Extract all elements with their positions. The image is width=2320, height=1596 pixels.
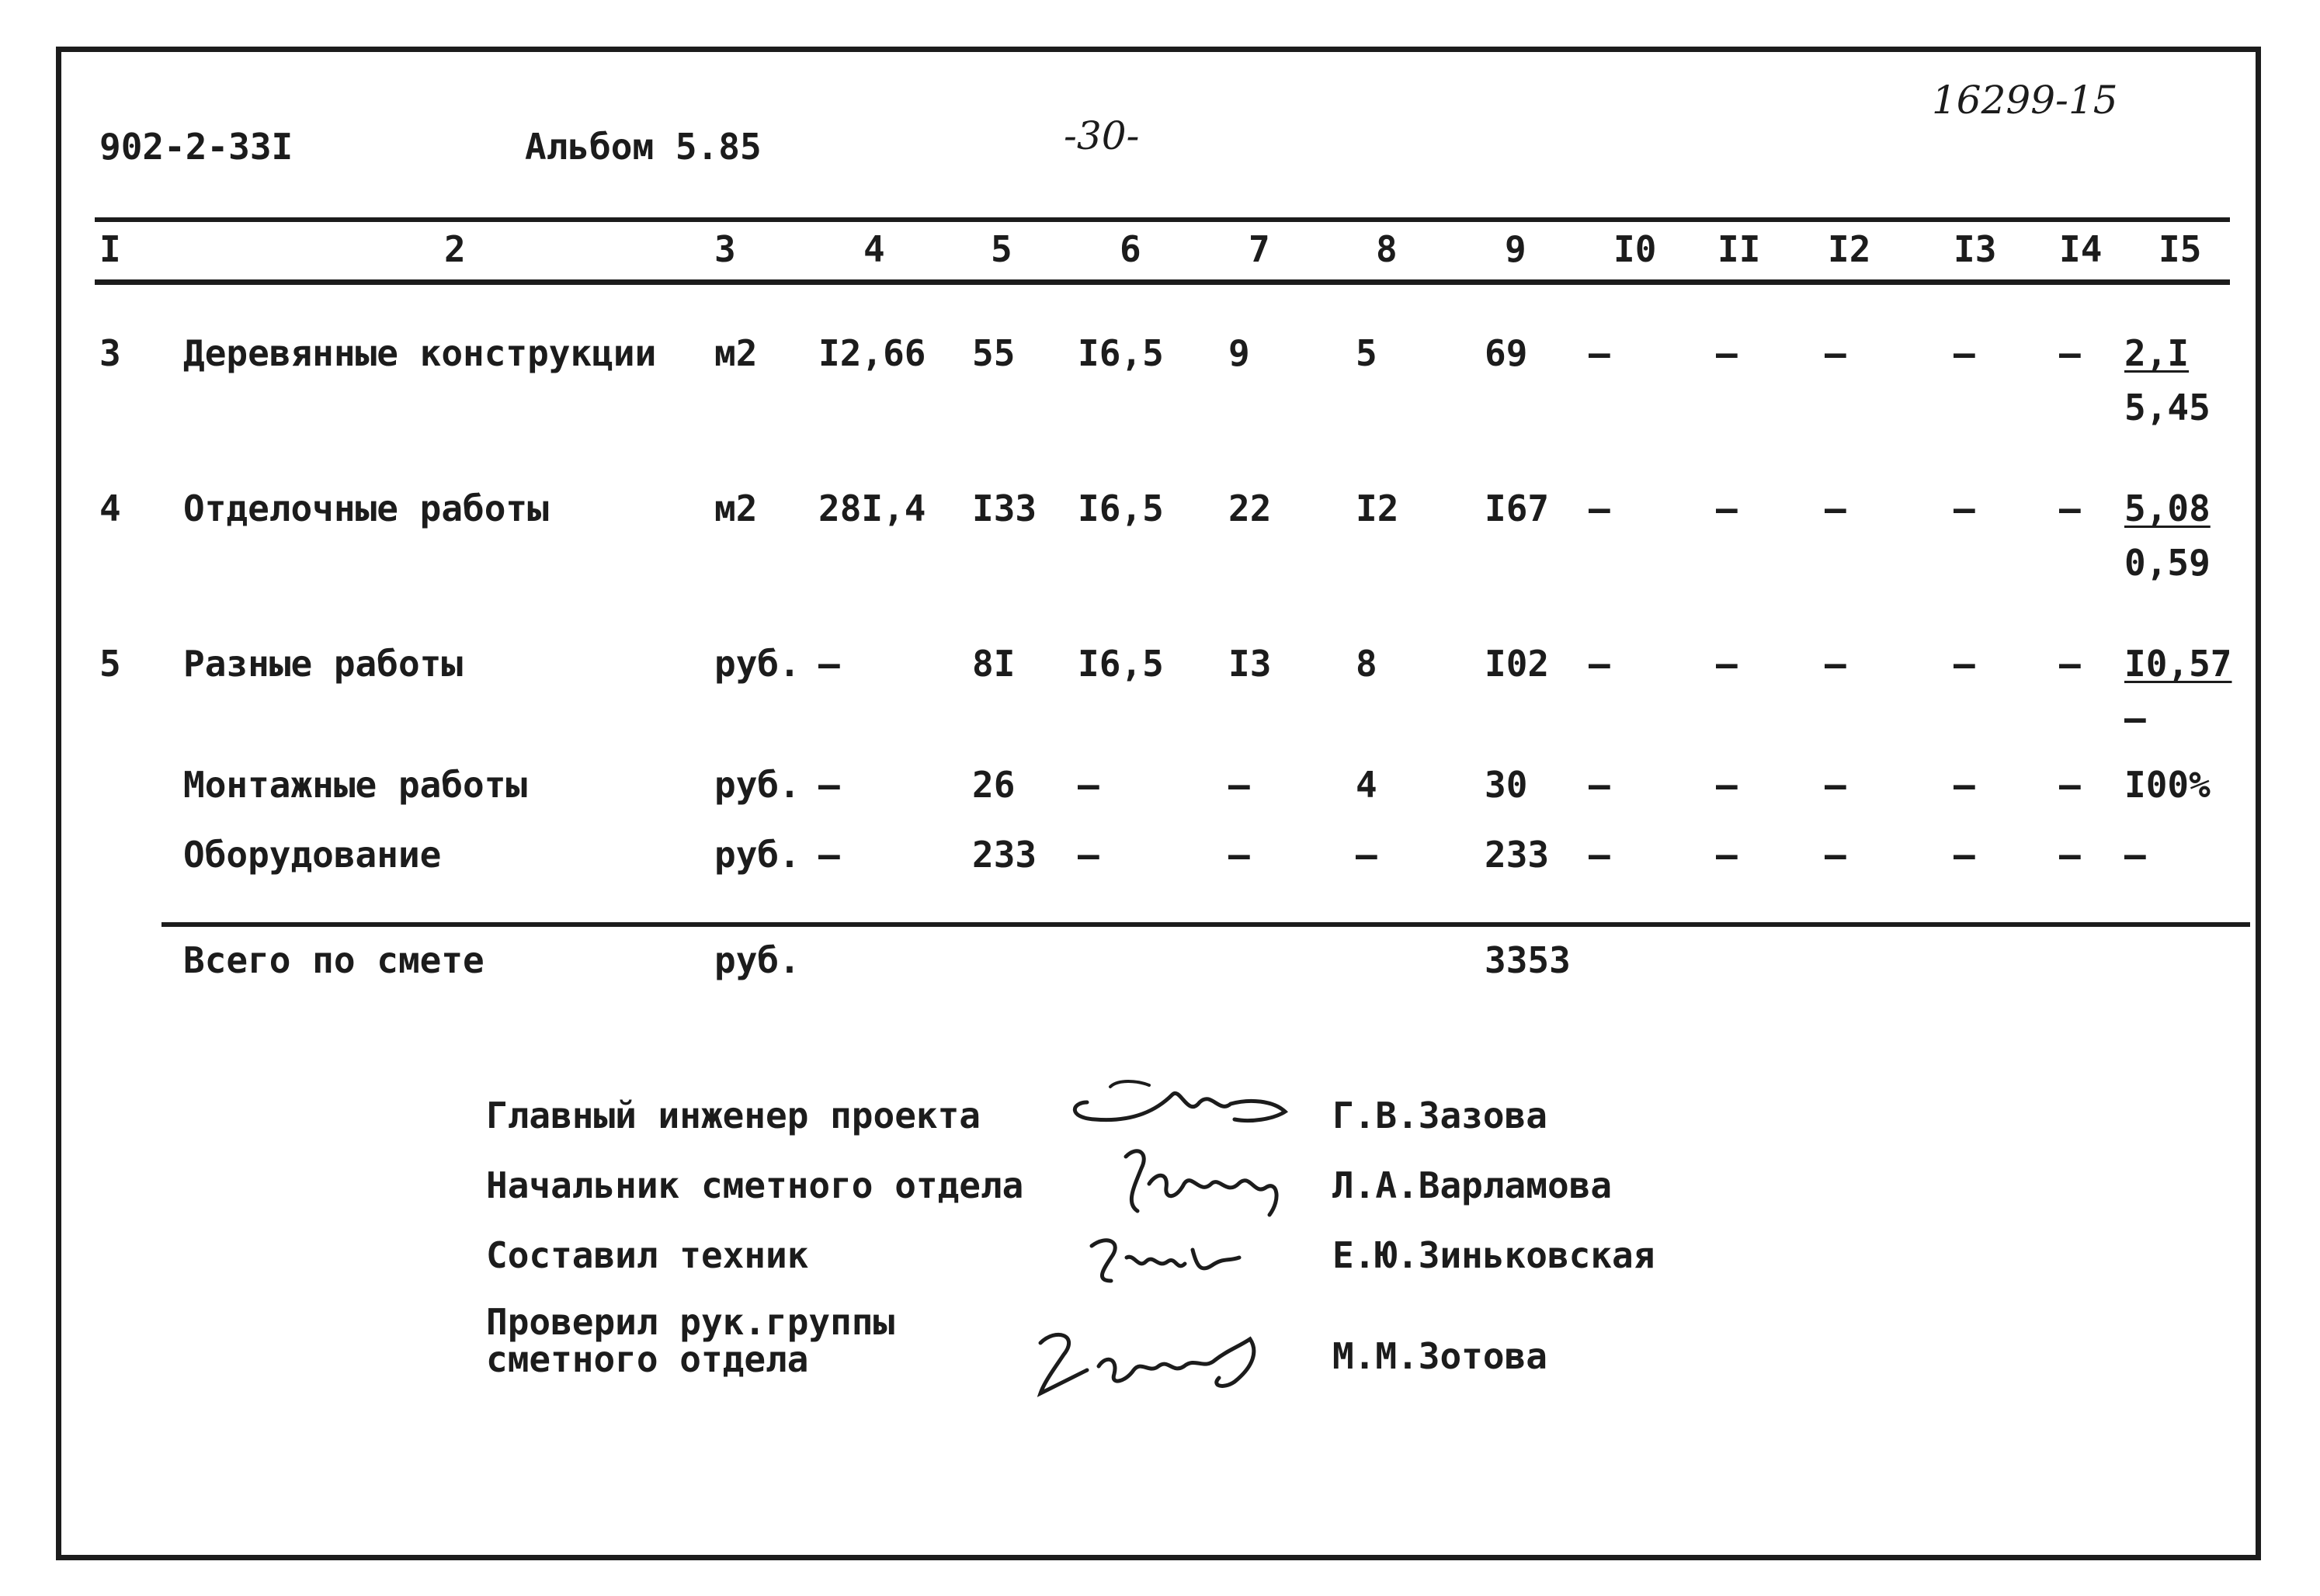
total-label: Всего по смете xyxy=(183,939,484,981)
table-row-name: Отделочные работы xyxy=(183,487,549,529)
col-header-10: I0 xyxy=(1613,228,1657,270)
table-cell-c15-top: 2,I xyxy=(2124,332,2190,374)
table-cell-c10: – xyxy=(1589,332,1610,374)
table-cell-c6: – xyxy=(1078,764,1099,806)
col-header-13: I3 xyxy=(1954,228,1997,270)
table-row-no: 3 xyxy=(99,332,121,374)
table-cell-c13: – xyxy=(1954,487,1975,529)
table-cell-c15-top: I00% xyxy=(2124,764,2211,806)
table-cell-c4: 28I,4 xyxy=(818,487,926,529)
table-cell-c7: I3 xyxy=(1228,643,1272,685)
table-cell-c9: I67 xyxy=(1485,487,1550,529)
table-cell-c5: I33 xyxy=(972,487,1037,529)
col-header-3: 3 xyxy=(714,228,736,270)
table-cell-c4: – xyxy=(818,764,840,806)
col-header-9: 9 xyxy=(1505,228,1526,270)
table-cell-c4: – xyxy=(818,643,840,685)
table-row-unit: руб. xyxy=(714,834,801,876)
signature-role-line2: сметного отдела xyxy=(486,1338,809,1380)
table-cell-c15-bottom: 5,45 xyxy=(2124,387,2211,428)
table-cell-c8: 8 xyxy=(1356,643,1377,685)
table-cell-c12: – xyxy=(1825,764,1846,806)
table-cell-c8: 5 xyxy=(1356,332,1377,374)
table-cell-c8: – xyxy=(1356,834,1377,876)
table-cell-c13: – xyxy=(1954,643,1975,685)
table-cell-c10: – xyxy=(1589,834,1610,876)
signature-role: Начальник сметного отдела xyxy=(486,1164,1024,1206)
table-cell-c7: 9 xyxy=(1228,332,1250,374)
table-row-unit: руб. xyxy=(714,764,801,806)
total-value: 3353 xyxy=(1485,939,1571,981)
handwritten-signature xyxy=(1064,1071,1297,1141)
table-cell-c13: – xyxy=(1954,834,1975,876)
col-header-15: I5 xyxy=(2159,228,2202,270)
table-cell-c15-top: I0,57 xyxy=(2124,643,2232,685)
handwritten-signature xyxy=(1076,1226,1247,1296)
table-cell-c4: I2,66 xyxy=(818,332,926,374)
signature-name: Г.В.Зазова xyxy=(1332,1095,1547,1136)
table-cell-c13: – xyxy=(1954,332,1975,374)
table-cell-c6: – xyxy=(1078,834,1099,876)
total-rule xyxy=(161,922,2250,927)
col-header-14: I4 xyxy=(2059,228,2103,270)
signature-name: Л.А.Варламова xyxy=(1332,1164,1613,1206)
table-cell-c12: – xyxy=(1825,332,1846,374)
table-cell-c8: 4 xyxy=(1356,764,1377,806)
table-row-no: 5 xyxy=(99,643,121,685)
table-cell-c14: – xyxy=(2059,643,2081,685)
table-cell-c15-top: – xyxy=(2124,834,2146,876)
table-cell-c15-bottom: 0,59 xyxy=(2124,542,2211,584)
table-cell-c10: – xyxy=(1589,487,1610,529)
table-cell-c6: I6,5 xyxy=(1078,332,1164,374)
table-cell-c12: – xyxy=(1825,834,1846,876)
handwritten-signature xyxy=(1017,1312,1281,1413)
col-header-1: I xyxy=(99,228,121,270)
table-cell-c9: 69 xyxy=(1485,332,1528,374)
table-cell-c9: 30 xyxy=(1485,764,1528,806)
table-cell-c8: I2 xyxy=(1356,487,1399,529)
signature-role: Составил техник xyxy=(486,1234,809,1276)
table-cell-c5: 26 xyxy=(972,764,1016,806)
page-number: -30- xyxy=(1064,113,1140,158)
col-header-11: II xyxy=(1717,228,1761,270)
table-cell-c15-bottom: – xyxy=(2124,697,2146,739)
table-cell-c9: 233 xyxy=(1485,834,1550,876)
table-cell-c15-top: 5,08 xyxy=(2124,487,2211,529)
col-header-7: 7 xyxy=(1249,228,1270,270)
header-rule-bottom xyxy=(95,279,2230,285)
table-row-unit: м2 xyxy=(714,332,758,374)
table-row-no: 4 xyxy=(99,487,121,529)
col-header-4: 4 xyxy=(863,228,885,270)
inventory-number: 16299-15 xyxy=(1932,78,2118,123)
table-cell-c6: I6,5 xyxy=(1078,643,1164,685)
table-row-name: Оборудование xyxy=(183,834,442,876)
table-cell-c11: – xyxy=(1716,643,1738,685)
col-header-6: 6 xyxy=(1120,228,1141,270)
handwritten-signature xyxy=(1095,1141,1297,1226)
header-rule-top xyxy=(95,217,2230,222)
table-cell-c11: – xyxy=(1716,487,1738,529)
table-cell-c11: – xyxy=(1716,332,1738,374)
table-row-name: Разные работы xyxy=(183,643,464,685)
signature-role: Главный инженер проекта xyxy=(486,1095,981,1136)
doc-code: 902-2-33I xyxy=(99,126,293,168)
table-cell-c14: – xyxy=(2059,834,2081,876)
table-cell-c5: 233 xyxy=(972,834,1037,876)
table-cell-c6: I6,5 xyxy=(1078,487,1164,529)
table-cell-c5: 55 xyxy=(972,332,1016,374)
table-cell-c11: – xyxy=(1716,764,1738,806)
signature-name: Е.Ю.Зиньковская xyxy=(1332,1234,1655,1276)
table-cell-c12: – xyxy=(1825,643,1846,685)
col-header-12: I2 xyxy=(1828,228,1871,270)
table-cell-c4: – xyxy=(818,834,840,876)
table-row-unit: руб. xyxy=(714,643,801,685)
col-header-2: 2 xyxy=(444,228,466,270)
table-cell-c9: I02 xyxy=(1485,643,1550,685)
table-cell-c7: – xyxy=(1228,834,1250,876)
signature-name: М.М.Зотова xyxy=(1332,1335,1547,1377)
total-unit: руб. xyxy=(714,939,801,981)
table-cell-c12: – xyxy=(1825,487,1846,529)
table-row-unit: м2 xyxy=(714,487,758,529)
table-cell-c14: – xyxy=(2059,764,2081,806)
table-row-name: Деревянные конструкции xyxy=(183,332,657,374)
album-label: Альбом 5.85 xyxy=(525,126,762,168)
table-row-name: Монтажные работы xyxy=(183,764,528,806)
table-cell-c7: – xyxy=(1228,764,1250,806)
table-cell-c13: – xyxy=(1954,764,1975,806)
col-header-8: 8 xyxy=(1376,228,1398,270)
col-header-5: 5 xyxy=(991,228,1012,270)
table-cell-c10: – xyxy=(1589,643,1610,685)
table-cell-c11: – xyxy=(1716,834,1738,876)
table-cell-c14: – xyxy=(2059,487,2081,529)
signature-role-line1: Проверил рук.группы xyxy=(486,1301,895,1343)
table-cell-c14: – xyxy=(2059,332,2081,374)
table-cell-c5: 8I xyxy=(972,643,1016,685)
table-cell-c7: 22 xyxy=(1228,487,1272,529)
table-cell-c10: – xyxy=(1589,764,1610,806)
